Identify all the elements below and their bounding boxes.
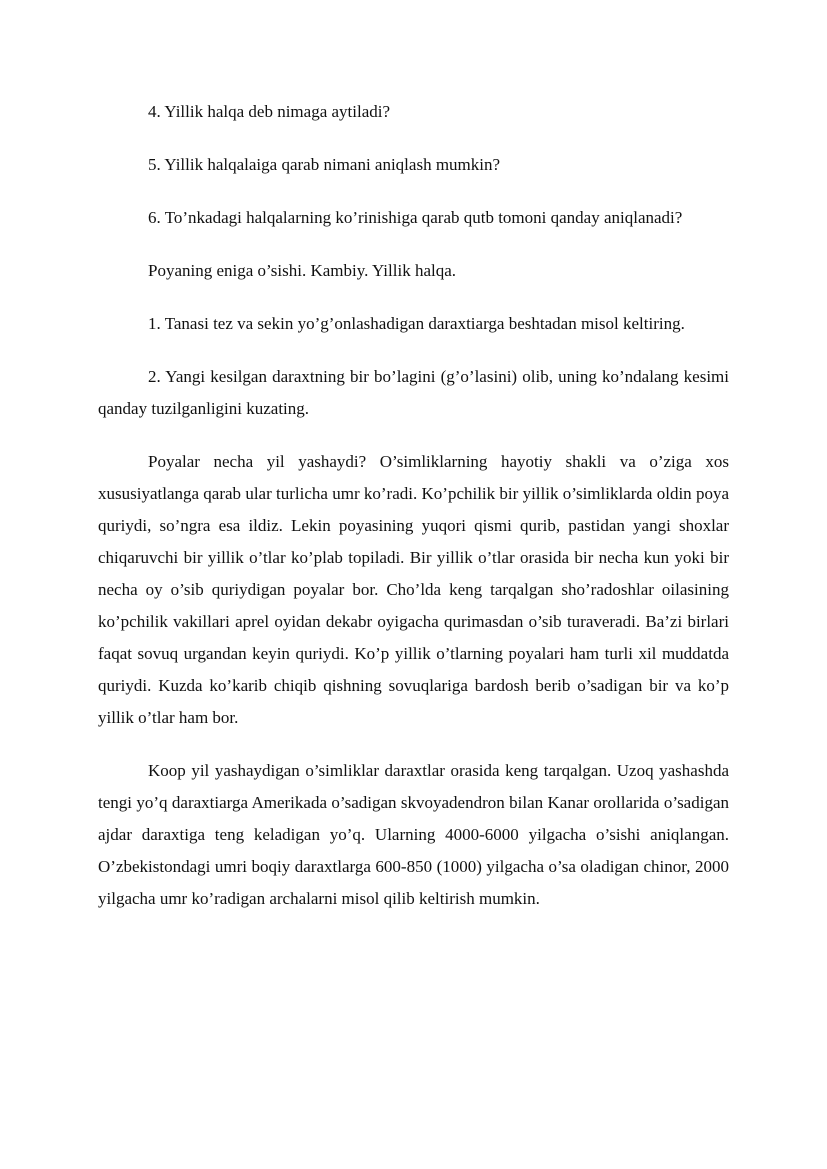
question-4: 4. Yillik halqa deb nimaga aytiladi? [148, 102, 391, 121]
document-page [98, 96, 729, 915]
body-paragraph-stem-lifespan: Poyalar necha yil yashaydi? O’simliklarning hayotiy shakli va o’ziga xos xususiyatlanga qarab ular turlicha umr ko’radi. Ko’pchilik bir yillik o’simliklarda oldin poya quriydi, so’ngra esa ildiz. Lekin poyasining yuqori qismi qurib, pastidan yangi shoxlar chiqaruvchi bir yillik o’tlar ko’plab topiladi. Bir yillik o’tlar orasida bir necha kun yoki bir necha oy o’sib quriydigan poyalar bor. Cho’lda keng tarqalgan sho’radoshlar oilasining ko’pchilik vakillari aprel oyidan dekabr oyigacha qurimasdan o’sib turaveradi. Ba’zi birlari faqat sovuq urgandan keyin quriydi. Ko’p yillik o’tlarning poyalari ham turli xil muddatda quriydi. Kuzda ko’karib chiqib qishning sovuqlariga bardosh berib o’sadigan bir va ko’p yillik o’tlar ham bor. [98, 452, 729, 727]
question-5: 5. Yillik halqalaiga qarab nimani aniqlash mumkin? [148, 155, 501, 174]
body-paragraph-long-lived-trees: Koop yil yashaydigan o’simliklar daraxtlar orasida keng tarqalgan. Uzoq yashashda tengi yo’q daraxtiarga Amerikada o’sadigan skvoyadendron bilan Kanar orollarida o’sadigan ajdar daraxtiga teng keladigan yo’q. Ularning 4000-6000 yilgacha o’sishi aniqlangan. O’zbekistondagi umri boqiy daraxtlarga 600-850 (1000) yilgacha o’sa oladigan chinor, 2000 yilgacha umr ko’radigan archalarni misol qilib keltirish mumkin. [98, 761, 729, 908]
task-2: 2. Yangi kesilgan daraxtning bir bo’lagini (g’o’lasini) olib, uning ko’ndalang kesimi qanday tuzilganligini kuzating. [98, 367, 729, 418]
question-6: 6. To’nkadagi halqalarning ko’rinishiga qarab qutb tomoni qanday aniqlanadi? [148, 208, 683, 227]
task-1: 1. Tanasi tez va sekin yo’g’onlashadigan daraxtiarga beshtadan misol keltiring. [148, 314, 685, 333]
section-heading: Poyaning eniga o’sishi. Kambiy. Yillik halqa. [148, 261, 457, 280]
